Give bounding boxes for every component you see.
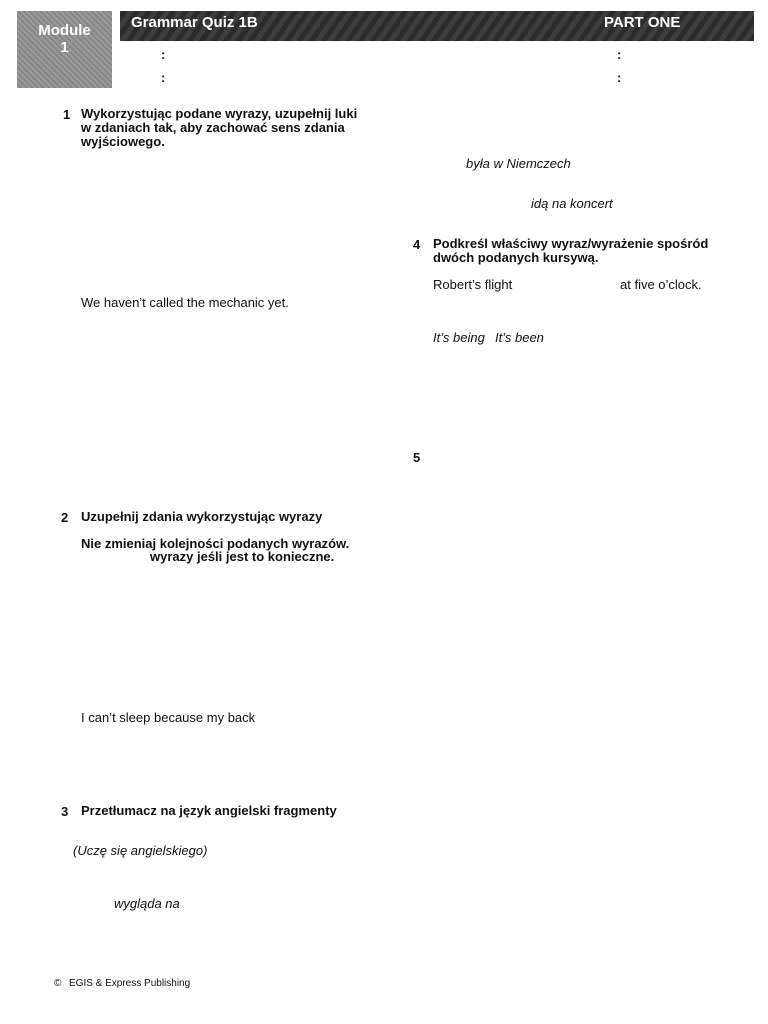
module-label: Module (38, 22, 91, 39)
question-2-note: Nie zmieniaj kolejności podanych wyrazów. (81, 536, 350, 551)
question-1-instruction-line: Wykorzystując podane wyrazy, uzupełnij luki (81, 106, 358, 121)
question-1-number: 1 (63, 107, 71, 122)
continuation-phrase: była w Niemczech (466, 156, 571, 171)
question-4-instruction-line: dwóch podanych kursywą. (433, 250, 599, 265)
question-4-number: 4 (413, 237, 421, 252)
question-5-number: 5 (413, 450, 421, 465)
question-1-instruction (81, 107, 357, 149)
question-4-instruction (433, 237, 708, 265)
question-3-number: 3 (61, 804, 69, 819)
quiz-title: Grammar Quiz 1B (131, 14, 258, 31)
question-4-instruction-line: Podkreśl właściwy wyraz/wyrażenie spośród (433, 236, 709, 251)
question-4-sentence-start: Robert’s flight (433, 277, 513, 292)
score-field-colon: : (617, 70, 622, 85)
part-label: PART ONE (604, 14, 681, 31)
question-3-phrase: wygląda na (114, 896, 180, 911)
module-number: 1 (60, 39, 69, 56)
question-1-instruction-line: w zdaniach tak, aby zachować sens zdania (81, 120, 345, 135)
copyright-icon: © (54, 978, 62, 989)
date-field-colon: : (617, 47, 622, 62)
continuation-phrase: idą na koncert (531, 196, 613, 211)
module-badge (17, 11, 112, 88)
question-1-instruction-line: wyjściowego. (81, 134, 165, 149)
question-2-note: wyrazy jeśli jest to konieczne. (150, 549, 335, 564)
question-4-sentence-end: at five o’clock. (620, 277, 702, 292)
question-3-instruction: Przetłumacz na język angielski fragmenty (81, 803, 337, 818)
header-bar (120, 11, 754, 41)
publisher-credit: EGIS & Express Publishing (69, 978, 191, 989)
question-4-option[interactable]: It’s being (433, 330, 485, 345)
name-field-colon: : (161, 47, 166, 62)
class-field-colon: : (161, 70, 166, 85)
question-2-instruction: Uzupełnij zdania wykorzystując wyrazy (81, 509, 323, 524)
question-2-sentence: I can’t sleep because my back (81, 710, 256, 725)
question-3-phrase: (Uczę się angielskiego) (73, 843, 208, 858)
question-4-option[interactable]: It’s been (495, 330, 544, 345)
question-2-number: 2 (61, 510, 69, 525)
question-1-sentence: We haven’t called the mechanic yet. (81, 295, 289, 310)
